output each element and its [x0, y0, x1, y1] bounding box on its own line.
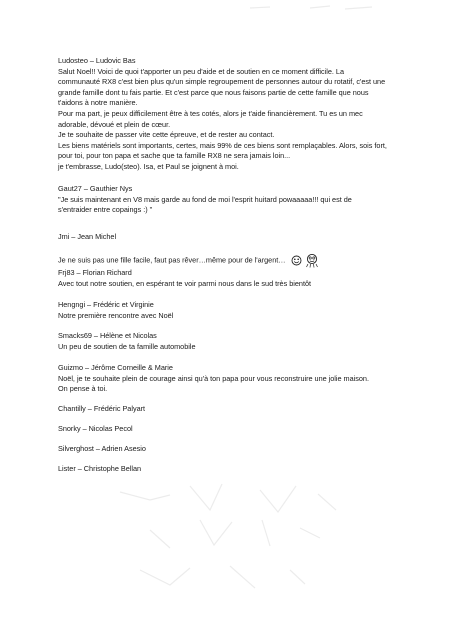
- message-line: grande famille dont tu fais partie. Et c'est parce que nous faisons partie de cette famille que nous: [58, 87, 369, 97]
- message-entry: [58, 268, 438, 289]
- message-entry: [58, 331, 438, 352]
- entry-author: Frj83 – Florian Richard: [58, 268, 132, 277]
- entry-author: Gaut27 – Gauthier Nys: [58, 184, 133, 193]
- message-entry: [58, 300, 438, 321]
- entry-author: Chantilly – Frédéric Palyart: [58, 404, 146, 413]
- entry-author: Guizmo – Jérôme Corneille & Marie: [58, 363, 173, 372]
- entry-author: Smacks69 – Hélène et Nicolas: [58, 331, 157, 340]
- message-line: On pense à toi.: [58, 384, 108, 394]
- message-line: Les biens matériels sont importants, certes, mais 99% de ces biens sont remplaçables. Alors, sois fort,: [58, 140, 387, 150]
- message-entry: [58, 444, 438, 455]
- message-entry: [58, 56, 438, 173]
- message-line: je t'embrasse, Ludo(steo). Isa, et Paul se joignent à moi.: [58, 161, 239, 171]
- message-entry: [58, 363, 438, 395]
- message-text: Je ne suis pas une fille facile, faut pas rêver…même pour de l'argent…: [58, 255, 286, 265]
- message-entry: [58, 184, 438, 216]
- smiley-icon: [291, 255, 302, 266]
- message-line: "Je suis maintenant en V8 mais garde au fond de moi l'esprit huitard powaaaaa!!! qui est de: [58, 194, 352, 204]
- message-line: pour toi, pour ton papa et sache que ta famille RX8 ne sera jamais loin...: [58, 151, 291, 161]
- entry-author: Jmi – Jean Michel: [58, 232, 117, 241]
- entry-author: Lister – Christophe Bellan: [58, 464, 142, 473]
- smiley-icon: [305, 253, 319, 268]
- message-line: s'entraider entre copaings :) ": [58, 205, 153, 215]
- message-line: Avec tout notre soutien, en espérant te voir parmi nous dans le sud très bientôt: [58, 278, 311, 288]
- message-line: Salut Noel!! Voici de quoi t'apporter un peu d'aide et de soutien en ce moment difficile. La: [58, 66, 344, 76]
- message-line: Noël, je te souhaite plein de courage ainsi qu'à ton papa pour vous reconstruire une jolie maison.: [58, 373, 369, 383]
- message-line: adorable, dévoué et plein de cœur.: [58, 119, 171, 129]
- message-line: Un peu de soutien de ta famille automobile: [58, 341, 196, 351]
- message-entry: [58, 424, 438, 435]
- message-line: [58, 253, 438, 268]
- message-line: Je te souhaite de passer vite cette épreuve, et de rester au contact.: [58, 130, 275, 140]
- message-line: Notre première rencontre avec Noël: [58, 310, 174, 320]
- message-entry: [58, 232, 438, 268]
- message-line: Pour ma part, je peux difficilement être à tes cotés, alors je t'aide financièrement. Tu es un mec: [58, 108, 363, 118]
- message-entry: [58, 404, 438, 415]
- message-entry: [58, 464, 438, 475]
- entry-author: Snorky – Nicolas Pecol: [58, 424, 133, 433]
- entry-author: Silverghost – Adrien Asesio: [58, 444, 146, 453]
- message-line: communauté RX8 c'est bien plus qu'un simple regroupement de personnes autour du rotatif, c'est une: [58, 77, 386, 87]
- message-line: t'aidons à notre manière.: [58, 98, 138, 108]
- entry-author: Ludosteo – Ludovic Bas: [58, 56, 136, 65]
- entry-author: Hengngi – Frédéric et Virginie: [58, 300, 154, 309]
